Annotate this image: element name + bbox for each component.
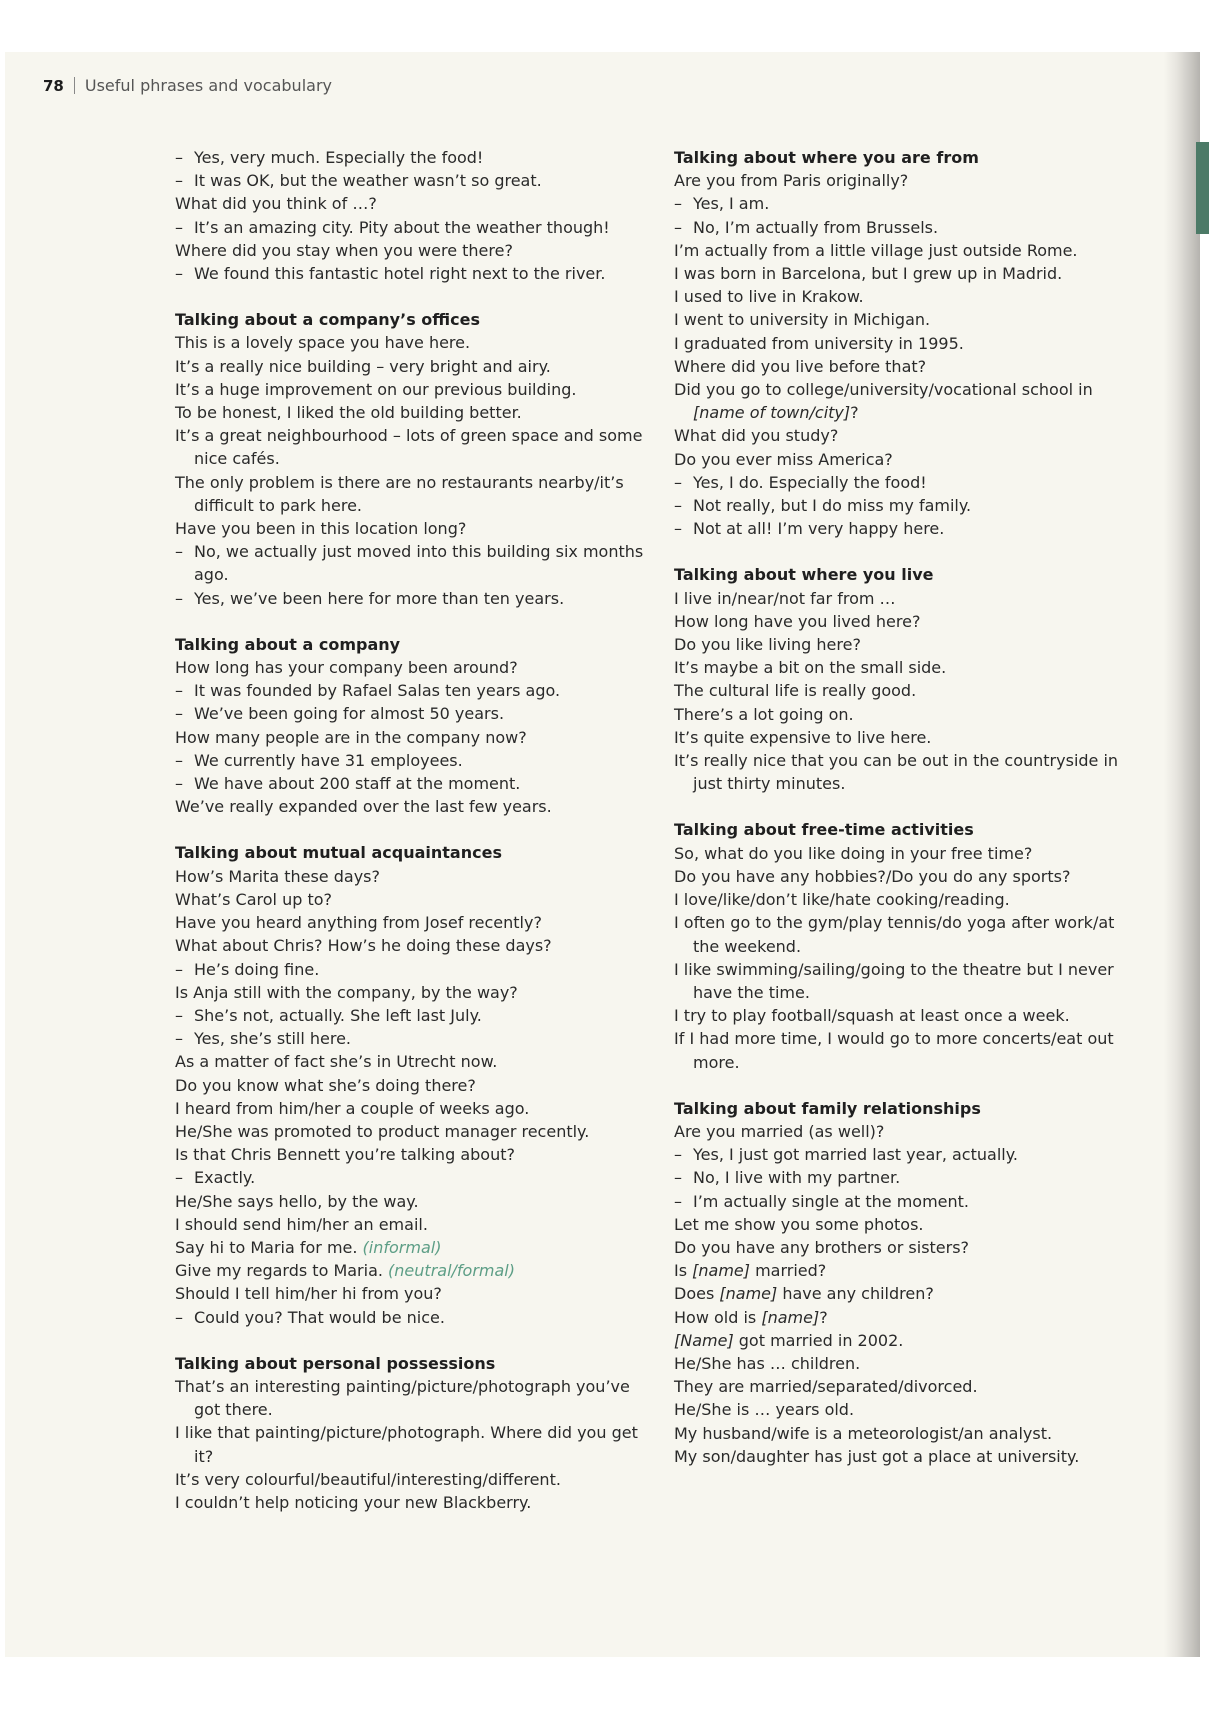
reply-phrase xyxy=(175,1004,645,1027)
phrase-line xyxy=(674,239,1134,262)
reply-phrase xyxy=(674,517,1134,540)
phrase-text: It’s maybe a bit on the small side. xyxy=(674,658,947,678)
header-title: Useful phrases and vocabulary xyxy=(84,76,332,95)
reply-phrase xyxy=(175,146,645,169)
phrase-text: Could you? That would be nice. xyxy=(194,1307,445,1327)
phrase-text: What about Chris? How’s he doing these days? xyxy=(175,936,552,956)
phrase-text: What did you study? xyxy=(674,426,839,446)
phrase-line xyxy=(674,1375,1134,1398)
reply-phrase xyxy=(175,587,645,610)
phrase-text: Have you been in this location long? xyxy=(175,519,467,539)
reply-phrase xyxy=(674,192,1134,215)
section-title: Talking about a company’s offices xyxy=(175,310,480,330)
phrase-text: No, I’m actually from Brussels. xyxy=(693,217,939,237)
phrase-text: He/She has … children. xyxy=(674,1353,861,1373)
phrase-text: Should I tell him/her hi from you? xyxy=(175,1284,442,1304)
phrase-line xyxy=(175,1143,645,1166)
reply-phrase xyxy=(175,1027,645,1050)
phrase-text: Is that Chris Bennett you’re talking about? xyxy=(175,1145,515,1165)
placeholder-text: [name] xyxy=(719,1284,778,1304)
phrase-text: I try to play football/squash at least once a week. xyxy=(674,1006,1070,1026)
phrase-line xyxy=(674,587,1134,610)
phrase-line xyxy=(175,888,645,911)
phrase-text: Not really, but I do miss my family. xyxy=(693,496,972,516)
phrase-text: Does xyxy=(674,1284,720,1304)
header-divider xyxy=(74,77,75,94)
section-title: Talking about where you are from xyxy=(674,148,979,167)
phrase-line xyxy=(175,1097,645,1120)
phrase-line xyxy=(674,749,1134,795)
phrase-text: I’m actually single at the moment. xyxy=(693,1191,970,1211)
phrase-text: How long has your company been around? xyxy=(175,658,518,678)
phrase-text: Say hi to Maria for me. xyxy=(175,1237,363,1257)
phrase-line xyxy=(674,355,1134,378)
phrase-text: He/She says hello, by the way. xyxy=(175,1191,419,1211)
reply-phrase xyxy=(175,749,645,772)
section-title: Talking about personal possessions xyxy=(175,1353,496,1373)
phrase-line xyxy=(175,1282,645,1305)
phrase-text: How’s Marita these days? xyxy=(175,866,380,886)
phrase-text: My husband/wife is a meteorologist/an analyst. xyxy=(674,1423,1053,1443)
phrase-line xyxy=(674,332,1134,355)
phrase-text: I live in/near/not far from … xyxy=(674,588,896,608)
section-title: Talking about mutual acquaintances xyxy=(175,843,502,863)
reply-phrase xyxy=(175,1306,645,1329)
phrase-text-after: ? xyxy=(850,403,859,423)
phrase-text: Do you like living here? xyxy=(674,635,861,655)
phrase-text: We found this fantastic hotel right next to the river. xyxy=(194,264,606,284)
phrase-text-after: ? xyxy=(819,1307,828,1327)
page-gutter-shadow xyxy=(1164,52,1200,1657)
reply-phrase xyxy=(175,679,645,702)
phrase-text-after: got married in 2002. xyxy=(733,1330,904,1350)
phrase-text: I used to live in Krakow. xyxy=(674,287,864,307)
phrase-text: So, what do you like doing in your free time? xyxy=(674,843,1033,863)
phrase-section xyxy=(674,563,1134,795)
phrase-line xyxy=(674,1352,1134,1375)
reply-phrase xyxy=(175,958,645,981)
phrase-line xyxy=(175,1375,645,1421)
phrase-line xyxy=(175,911,645,934)
phrase-line xyxy=(175,1213,645,1236)
phrase-text: Are you married (as well)? xyxy=(674,1121,885,1141)
reply-phrase xyxy=(175,262,645,285)
phrase-line xyxy=(674,679,1134,702)
phrase-text: Yes, I do. Especially the food! xyxy=(693,472,927,492)
phrase-line xyxy=(175,331,645,354)
phrase-text-after: have any children? xyxy=(777,1284,934,1304)
phrase-line xyxy=(175,239,645,262)
phrase-line xyxy=(175,355,645,378)
left-column xyxy=(175,146,645,1537)
phrase-line xyxy=(175,1190,645,1213)
phrase-line xyxy=(674,262,1134,285)
phrase-text: I often go to the gym/play tennis/do yoga after work/at the weekend. xyxy=(674,913,1115,956)
phrase-line xyxy=(674,1422,1134,1445)
phrase-text: Have you heard anything from Josef recently? xyxy=(175,913,542,933)
phrase-text: Yes, she’s still here. xyxy=(194,1029,351,1049)
phrase-text: It’s a really nice building – very bright and airy. xyxy=(175,356,551,376)
phrase-text: We currently have 31 employees. xyxy=(194,750,463,770)
phrase-line xyxy=(674,842,1134,865)
placeholder-text: [Name] xyxy=(674,1330,734,1350)
phrase-section xyxy=(175,146,645,285)
phrase-text: I was born in Barcelona, but I grew up in Madrid. xyxy=(674,264,1063,284)
phrase-line xyxy=(674,1120,1134,1143)
phrase-text: As a matter of fact she’s in Utrecht now. xyxy=(175,1052,498,1072)
phrase-line xyxy=(674,911,1134,957)
phrase-text: Not at all! I’m very happy here. xyxy=(693,519,945,539)
reply-phrase xyxy=(175,772,645,795)
phrase-line xyxy=(175,1120,645,1143)
phrase-text: To be honest, I liked the old building better. xyxy=(175,403,522,423)
reply-phrase xyxy=(175,702,645,725)
reply-phrase xyxy=(674,1166,1134,1189)
phrase-line xyxy=(674,1306,1134,1329)
page-number: 78 xyxy=(43,77,64,95)
phrase-text: I heard from him/her a couple of weeks ago. xyxy=(175,1098,530,1118)
section-tab-marker xyxy=(1196,142,1209,234)
phrase-line xyxy=(175,1236,645,1259)
phrase-text: It’s a great neighbourhood – lots of green space and some nice cafés. xyxy=(175,426,643,469)
phrase-section xyxy=(674,146,1134,540)
phrase-line xyxy=(175,1491,645,1514)
phrase-line xyxy=(674,308,1134,331)
section-title: Talking about a company xyxy=(175,634,401,654)
phrase-line xyxy=(175,795,645,818)
phrase-text: If I had more time, I would go to more concerts/eat out more. xyxy=(674,1029,1114,1072)
phrase-text: It was OK, but the weather wasn’t so great. xyxy=(194,171,542,191)
right-column xyxy=(674,146,1134,1491)
reply-phrase xyxy=(674,216,1134,239)
phrase-text: What’s Carol up to? xyxy=(175,889,333,909)
phrase-line xyxy=(674,1236,1134,1259)
phrase-line xyxy=(175,865,645,888)
phrase-text: I couldn’t help noticing your new Blackberry. xyxy=(175,1492,532,1512)
phrase-line xyxy=(175,192,645,215)
phrase-line xyxy=(674,378,1134,424)
phrase-line xyxy=(674,448,1134,471)
phrase-text: They are married/separated/divorced. xyxy=(674,1377,978,1397)
phrase-line xyxy=(674,1329,1134,1352)
phrase-text: It’s quite expensive to live here. xyxy=(674,727,932,747)
phrase-line xyxy=(175,424,645,470)
phrase-line xyxy=(175,517,645,540)
phrase-text: Are you from Paris originally? xyxy=(674,171,909,191)
reply-phrase xyxy=(175,1166,645,1189)
reply-phrase xyxy=(175,540,645,586)
phrase-text: It’s really nice that you can be out in the countryside in just thirty minutes. xyxy=(674,751,1119,794)
phrase-text: I went to university in Michigan. xyxy=(674,310,931,330)
section-title: Talking about where you live xyxy=(674,565,934,585)
phrase-text: Yes, we’ve been here for more than ten years. xyxy=(194,588,565,608)
phrase-text-after: married? xyxy=(750,1261,827,1281)
reply-phrase xyxy=(175,216,645,239)
phrase-text: What did you think of …? xyxy=(175,194,377,214)
phrase-text: I’m actually from a little village just outside Rome. xyxy=(674,240,1078,260)
phrase-section xyxy=(175,1352,645,1514)
phrase-line xyxy=(674,633,1134,656)
phrase-line xyxy=(175,1421,645,1467)
phrase-line xyxy=(674,424,1134,447)
phrase-text: Yes, I just got married last year, actually. xyxy=(693,1145,1018,1165)
phrase-section xyxy=(175,633,645,819)
phrase-text: It’s very colourful/beautiful/interesting/different. xyxy=(175,1469,561,1489)
phrase-line xyxy=(674,285,1134,308)
phrase-text: It was founded by Rafael Salas ten years ago. xyxy=(194,681,561,701)
running-header xyxy=(43,74,332,98)
phrase-section xyxy=(175,841,645,1328)
phrase-text: We’ve really expanded over the last few years. xyxy=(175,797,552,817)
phrase-section xyxy=(175,308,645,610)
phrase-text: The cultural life is really good. xyxy=(674,681,917,701)
phrase-line xyxy=(175,656,645,679)
phrase-line xyxy=(674,1213,1134,1236)
phrase-text: How many people are in the company now? xyxy=(175,727,527,747)
phrase-line xyxy=(674,1027,1134,1073)
phrase-line xyxy=(175,1468,645,1491)
phrase-text: She’s not, actually. She left last July. xyxy=(194,1005,482,1025)
reply-phrase xyxy=(674,494,1134,517)
register-note: (informal) xyxy=(362,1237,442,1257)
phrase-line xyxy=(175,1050,645,1073)
phrase-line xyxy=(674,1282,1134,1305)
phrase-line xyxy=(175,1074,645,1097)
reply-phrase xyxy=(175,169,645,192)
phrase-text: No, I live with my partner. xyxy=(693,1168,901,1188)
phrase-text: There’s a lot going on. xyxy=(674,704,854,724)
phrase-line xyxy=(175,726,645,749)
phrase-text: I like swimming/sailing/going to the theatre but I never have the time. xyxy=(674,959,1114,1002)
phrase-text: Give my regards to Maria. xyxy=(175,1261,389,1281)
phrase-text: This is a lovely space you have here. xyxy=(175,333,471,353)
section-title: Talking about family relationships xyxy=(674,1098,981,1118)
phrase-line xyxy=(175,378,645,401)
placeholder-text: [name of town/city] xyxy=(693,403,851,423)
phrase-line xyxy=(674,1259,1134,1282)
phrase-text: Do you know what she’s doing there? xyxy=(175,1075,476,1095)
phrase-text: Do you ever miss America? xyxy=(674,449,893,469)
phrase-line xyxy=(175,471,645,517)
phrase-line xyxy=(674,169,1134,192)
phrase-text: Yes, I am. xyxy=(693,194,770,214)
phrase-section xyxy=(674,818,1134,1073)
phrase-line xyxy=(674,958,1134,1004)
phrase-text: He/She was promoted to product manager recently. xyxy=(175,1121,590,1141)
phrase-text: We’ve been going for almost 50 years. xyxy=(194,704,505,724)
phrase-text: The only problem is there are no restaurants nearby/it’s difficult to park here. xyxy=(175,472,624,515)
phrase-text: It’s a huge improvement on our previous building. xyxy=(175,379,577,399)
phrase-text: Do you have any hobbies?/Do you do any sports? xyxy=(674,866,1071,886)
phrase-text: How old is xyxy=(674,1307,762,1327)
phrase-text: How long have you lived here? xyxy=(674,611,921,631)
phrase-text: No, we actually just moved into this building six months ago. xyxy=(194,542,644,585)
phrase-line xyxy=(175,934,645,957)
phrase-text: Where did you stay when you were there? xyxy=(175,240,513,260)
register-note: (neutral/formal) xyxy=(388,1261,515,1281)
phrase-text: My son/daughter has just got a place at university. xyxy=(674,1446,1080,1466)
reply-phrase xyxy=(674,1143,1134,1166)
phrase-line xyxy=(674,1004,1134,1027)
phrase-text: Where did you live before that? xyxy=(674,356,927,376)
phrase-text: I like that painting/picture/photograph. Where did you get it? xyxy=(175,1423,638,1466)
phrase-line xyxy=(175,401,645,424)
phrase-line xyxy=(674,888,1134,911)
phrase-text: Yes, very much. Especially the food! xyxy=(194,148,484,167)
phrase-text: Did you go to college/university/vocational school in xyxy=(674,380,1093,400)
phrase-text: It’s an amazing city. Pity about the weather though! xyxy=(194,217,610,237)
phrase-text: Let me show you some photos. xyxy=(674,1214,924,1234)
phrase-section xyxy=(674,1097,1134,1468)
phrase-text: Do you have any brothers or sisters? xyxy=(674,1237,970,1257)
phrase-line xyxy=(674,865,1134,888)
reply-phrase xyxy=(674,471,1134,494)
phrase-text: That’s an interesting painting/picture/photograph you’ve got there. xyxy=(175,1376,630,1420)
phrase-text: I love/like/don’t like/hate cooking/reading. xyxy=(674,890,1010,910)
phrase-text: I graduated from university in 1995. xyxy=(674,333,964,353)
phrase-line xyxy=(175,981,645,1004)
placeholder-text: [name] xyxy=(692,1261,750,1281)
phrase-text: He’s doing fine. xyxy=(194,959,320,979)
section-title: Talking about free-time activities xyxy=(674,820,974,840)
phrase-line xyxy=(674,1445,1134,1468)
phrase-line xyxy=(674,1398,1134,1421)
phrase-text: Is xyxy=(674,1261,693,1281)
phrase-line xyxy=(674,726,1134,749)
phrase-text: He/She is … years old. xyxy=(674,1400,855,1420)
phrase-line xyxy=(674,656,1134,679)
phrase-text: I should send him/her an email. xyxy=(175,1214,428,1234)
phrase-text: Is Anja still with the company, by the way? xyxy=(175,982,518,1002)
phrase-text: Exactly. xyxy=(194,1168,256,1188)
phrase-line xyxy=(674,703,1134,726)
phrase-line xyxy=(175,1259,645,1282)
reply-phrase xyxy=(674,1190,1134,1213)
phrase-text: We have about 200 staff at the moment. xyxy=(194,774,521,794)
phrase-line xyxy=(674,610,1134,633)
placeholder-text: [name] xyxy=(761,1307,820,1327)
